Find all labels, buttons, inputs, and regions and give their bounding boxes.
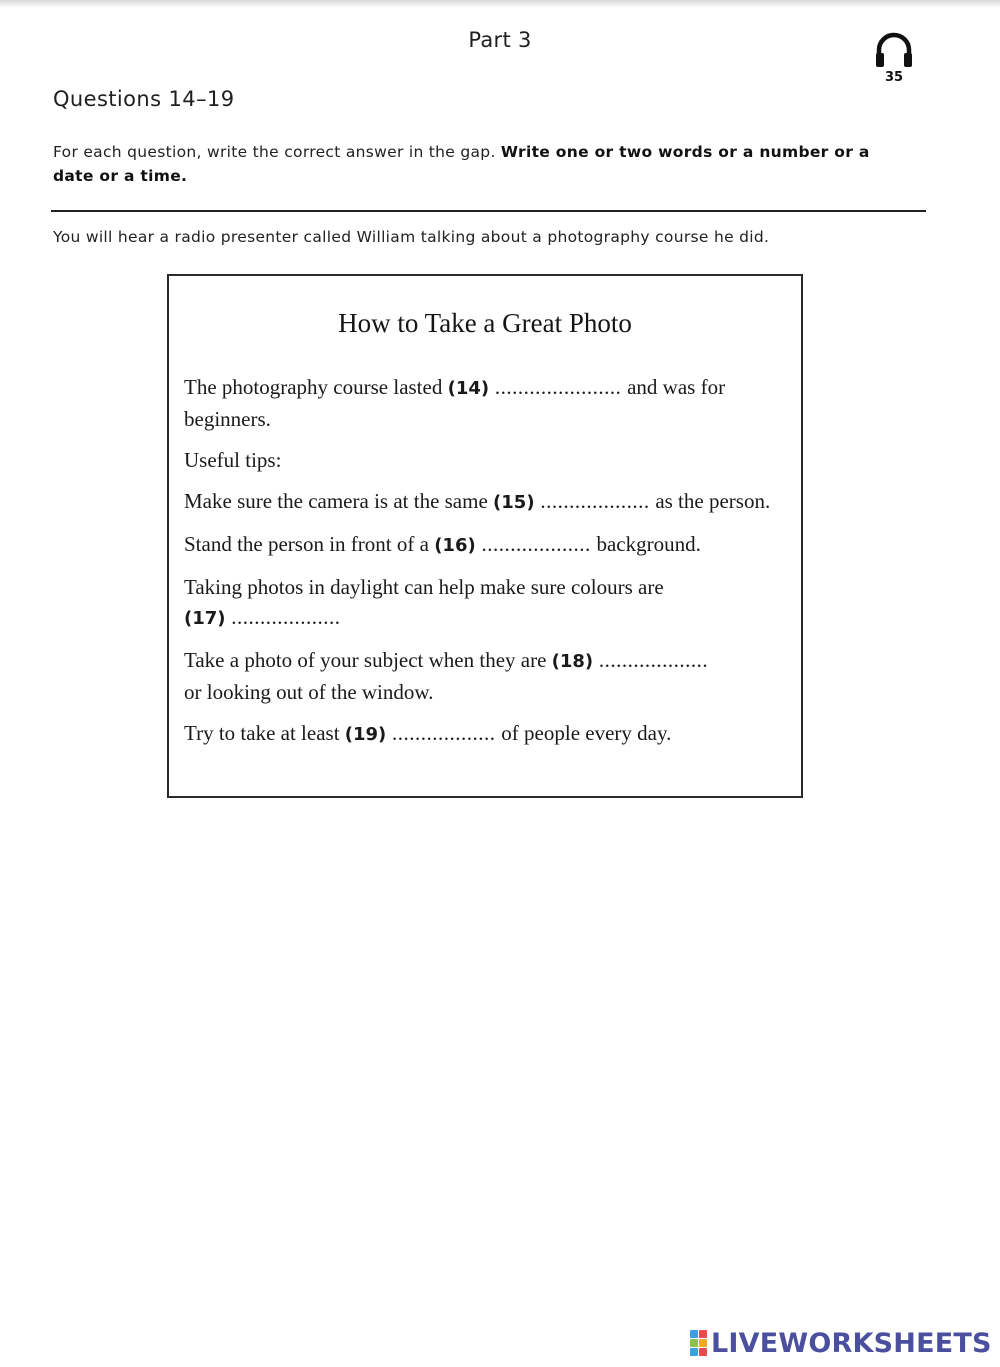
q17-number: (17) <box>184 608 226 629</box>
context-text: You will hear a radio presenter called William talking about a photography course he did. <box>53 228 770 246</box>
logo-tile <box>690 1339 698 1347</box>
logo-text: LIVEWORKSHEETS <box>711 1327 992 1359</box>
q14-text-after: and was for beginners. <box>184 375 726 431</box>
useful-tips-label: Useful tips: <box>184 448 282 472</box>
q15-number: (15) <box>493 492 535 513</box>
q16-number: (16) <box>434 535 476 556</box>
q18-text-after: or looking out of the window. <box>184 680 434 704</box>
q15-text-after: as the person. <box>655 489 771 513</box>
q14-gap[interactable]: ...................... <box>489 375 628 399</box>
q14-text-before: The photography course lasted <box>184 375 448 399</box>
questions-heading: Questions 14–19 <box>53 87 235 111</box>
question-18-line <box>184 645 784 707</box>
q17-gap[interactable]: ................... <box>225 605 341 629</box>
notes-box <box>167 274 803 798</box>
divider <box>51 210 926 212</box>
headphones-icon <box>872 30 916 72</box>
notes-content <box>184 372 784 761</box>
liveworksheets-logo[interactable] <box>690 1326 992 1360</box>
audio-track-button[interactable] <box>872 30 916 90</box>
notes-title: How to Take a Great Photo <box>338 308 632 338</box>
q18-text-before: Take a photo of your subject when they are <box>184 648 552 672</box>
logo-tile <box>690 1348 698 1356</box>
q14-number: (14) <box>447 378 490 399</box>
instructions <box>53 140 913 188</box>
q19-gap[interactable]: .................. <box>386 721 502 745</box>
q18-number: (18) <box>551 651 594 672</box>
q17-text-before: Taking photos in daylight can help make sure colours are <box>184 575 664 599</box>
question-19-line <box>184 718 784 750</box>
question-17-line <box>184 572 784 634</box>
q16-text-before: Stand the person in front of a <box>184 532 435 556</box>
part-title: Part 3 <box>468 28 532 52</box>
q19-text-before: Try to take at least <box>184 721 345 745</box>
logo-tiles-icon <box>690 1330 707 1356</box>
q15-text-before: Make sure the camera is at the same <box>184 489 494 513</box>
q18-gap[interactable]: ................... <box>593 648 709 672</box>
question-14-line <box>184 372 784 434</box>
logo-tile <box>699 1339 707 1347</box>
instructions-text: For each question, write the correct answer in the gap. <box>53 143 501 161</box>
instructions-bold: Write one or two words or a number or a date or a time. <box>53 143 870 185</box>
q16-gap[interactable]: ................... <box>475 532 597 556</box>
question-15-line <box>184 486 784 518</box>
logo-tile <box>699 1330 707 1338</box>
logo-tile <box>690 1330 698 1338</box>
q16-text-after: background. <box>596 532 701 556</box>
logo-tile <box>699 1348 707 1356</box>
q15-gap[interactable]: ................... <box>534 489 656 513</box>
q19-text-after: of people every day. <box>501 721 672 745</box>
q19-number: (19) <box>344 724 387 745</box>
track-number: 35 <box>884 70 904 85</box>
top-shadow <box>0 0 1000 8</box>
question-16-line <box>184 529 784 561</box>
